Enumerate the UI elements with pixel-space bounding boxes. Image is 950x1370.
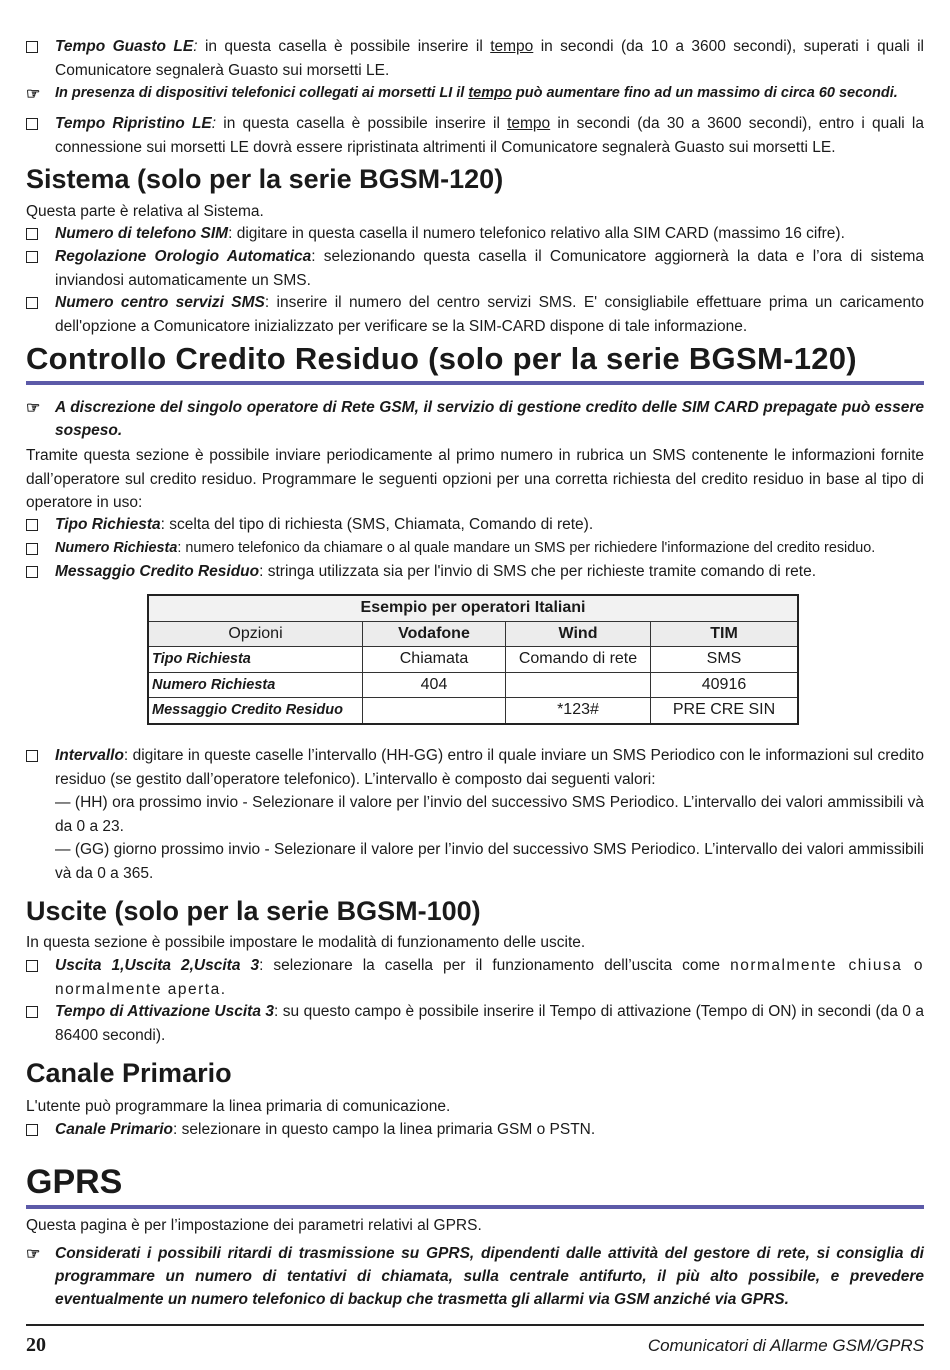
list-item-canale-primario: Canale Primario: selezionare in questo campo la linea primaria GSM o PSTN. [26, 1118, 924, 1142]
section-title-canale: Canale Primario [26, 1058, 232, 1088]
table-cell: SMS [651, 647, 799, 673]
table-cell: 404 [363, 672, 506, 698]
table-row [148, 647, 798, 673]
table-row [148, 672, 798, 698]
table-cell: Messaggio Credito Residuo [148, 698, 363, 724]
section-title-sistema: Sistema (solo per la serie BGSM-120) [26, 164, 504, 194]
list-item-messaggio-credito: Messaggio Credito Residuo: stringa utilizzata sia per l'invio di SMS che per richieste tramite comando di rete. [26, 560, 924, 584]
sistema-intro: Questa parte è relativa al Sistema. [26, 203, 264, 220]
footer-title: Comunicatori di Allarme GSM/GPRS [647, 1336, 924, 1355]
section-title-credito: Controllo Credito Residuo (solo per la serie BGSM-120) [26, 341, 857, 376]
checkbox-icon [26, 228, 38, 240]
list-item-tempo-attivazione: Tempo di Attivazione Uscita 3: su questo campo è possibile inserire il Tempo di attivazione (Tempo di ON) in secondi (da 0 a 86400 secondi). [26, 1000, 924, 1047]
list-item-regolazione-orologio: Regolazione Orologio Automatica: selezionando questa casella il Comunicatore aggiornerà la data e l’ora di sistema inviandosi automaticamente un SMS. [26, 245, 924, 292]
checkbox-icon [26, 118, 38, 130]
list-item-tipo-richiesta: Tipo Richiesta: scelta del tipo di richiesta (SMS, Chiamata, Comando di rete). [26, 513, 924, 537]
checkbox-icon [26, 251, 38, 263]
list-item-numero-sim: Numero di telefono SIM: digitare in questa casella il numero telefonico relativo alla SIM CARD (massimo 16 cifre). [26, 222, 924, 246]
table-cell [506, 672, 651, 698]
pointing-hand-icon: ☞ [26, 86, 41, 103]
checkbox-icon [26, 750, 38, 762]
table-cell: PRE CRE SIN [651, 698, 799, 724]
list-item-centro-sms: Numero centro servizi SMS: inserire il numero del centro servizi SMS. E' consigliabile effettuare prima un caricamento dell'opzione a Comunicatore inizializzato per verificare se la SIM-CARD dispone di tale informazione. [26, 291, 924, 338]
canale-intro: L'utente può programmare la linea primaria di comunicazione. [26, 1098, 451, 1115]
section-rule [26, 1205, 924, 1209]
note-credito: ☞ A discrezione del singolo operatore di Rete GSM, il servizio di gestione credito delle SIM CARD prepagate può essere sospeso. [26, 399, 924, 439]
intervallo-hh: — (HH) ora prossimo invio - Selezionare il valore per l’invio del successivo SMS Periodico. L’intervallo dei valori ammissibili và da 0 a 23. [55, 794, 924, 835]
table-cell: 40916 [651, 672, 799, 698]
table-cell: Chiamata [363, 647, 506, 673]
section-title-gprs: GPRS [26, 1163, 123, 1201]
pointing-hand-icon: ☞ [26, 1246, 41, 1263]
table-header: Opzioni [148, 621, 363, 647]
checkbox-icon [26, 41, 38, 53]
table-cell: Tipo Richiesta [148, 647, 363, 673]
list-item-tempo-guasto: Tempo Guasto LE: in questa casella è possibile inserire il tempo in secondi (da 10 a 3600 secondi), superati i quali il Comunicatore segnalerà Guasto sui morsetti LE. [26, 35, 924, 82]
checkbox-icon [26, 566, 38, 578]
operators-table [147, 594, 799, 725]
table-header: Wind [506, 621, 651, 647]
table-cell: Comando di rete [506, 647, 651, 673]
checkbox-icon [26, 519, 38, 531]
pointing-hand-icon: ☞ [26, 400, 41, 417]
table-caption: Esempio per operatori Italiani [148, 595, 798, 621]
checkbox-icon [26, 960, 38, 972]
checkbox-icon [26, 1124, 38, 1136]
checkbox-icon [26, 1006, 38, 1018]
section-rule [26, 381, 924, 385]
list-item-intervallo: Intervallo: digitare in queste caselle l’intervallo (HH-GG) entro il quale inviare un SMS Periodico con le informazioni sul credito residuo (se gestito dall’operatore telefonico). L’intervallo è composto dai seguenti valori: — (HH) ora prossimo invio - Selezionare il valore per l’invio del successivo SMS Periodico. L’intervallo dei valori ammissibili và da 0 a 23. — (GG) giorno prossimo invio - Selezionare il valore per l’invio del successivo SMS Periodico. L’intervallo dei valori ammissibili và da 0 a 365. [26, 744, 924, 885]
uscite-intro: In questa sezione è possibile impostare le modalità di funzionamento delle uscite. [26, 934, 586, 951]
table-row [148, 698, 798, 724]
list-item-tempo-ripristino: Tempo Ripristino LE: in questa casella è possibile inserire il tempo in secondi (da 30 a 3600 secondi), entro i quali la connessione sui morsetti LE dovrà essere ripristinata altrimenti il Comunicatore segnalerà Guasto sui morsetti LE. [26, 112, 924, 159]
note-morsetti: ☞ In presenza di dispositivi telefonici collegati ai morsetti LI il tempo può aumentare fino ad un massimo di circa 60 secondi. [26, 82, 924, 105]
note-gprs: ☞ Considerati i possibili ritardi di trasmissione su GPRS, dipendenti dalle attività del gestore di rete, si consiglia di programmare un numero di tentativi di chiamata, sulla centrale antifurto, il più alto possibile, e prevedere eventualmente un numero telefonico di backup che trasmetta gli allarmi via GSM anziché via GPRS. [26, 1245, 924, 1308]
checkbox-icon [26, 297, 38, 309]
checkbox-icon [26, 543, 38, 555]
list-item-uscite: Uscita 1,Uscita 2,Uscita 3: selezionare la casella per il funzionamento dell’uscita come normalmente chiusa o normalmente aperta. [26, 954, 924, 1001]
table-cell: *123# [506, 698, 651, 724]
footer-rule [26, 1324, 924, 1326]
section-title-uscite: Uscite (solo per la serie BGSM-100) [26, 896, 481, 926]
table-cell: Numero Richiesta [148, 672, 363, 698]
table-header: TIM [651, 621, 799, 647]
credito-intro: Tramite questa sezione è possibile inviare periodicamente al primo numero in rubrica un SMS contenente le informazioni fornite dall’operatore sul credito residuo. Programmare le seguenti opzioni per una corretta richiesta del credito residuo in base al tipo di operatore in uso: [26, 447, 924, 511]
list-item-numero-richiesta: Numero Richiesta: numero telefonico da chiamare o al quale mandare un SMS per richiedere l'informazione del credito residuo. [26, 537, 924, 561]
gprs-intro: Questa pagina è per l’impostazione dei parametri relativi al GPRS. [26, 1217, 482, 1234]
page-number: 20 [26, 1334, 46, 1356]
table-header: Vodafone [363, 621, 506, 647]
table-cell [363, 698, 506, 724]
intervallo-gg: — (GG) giorno prossimo invio - Selezionare il valore per l’invio del successivo SMS Periodico. L’intervallo dei valori ammissibili và da 0 a 365. [55, 841, 924, 882]
